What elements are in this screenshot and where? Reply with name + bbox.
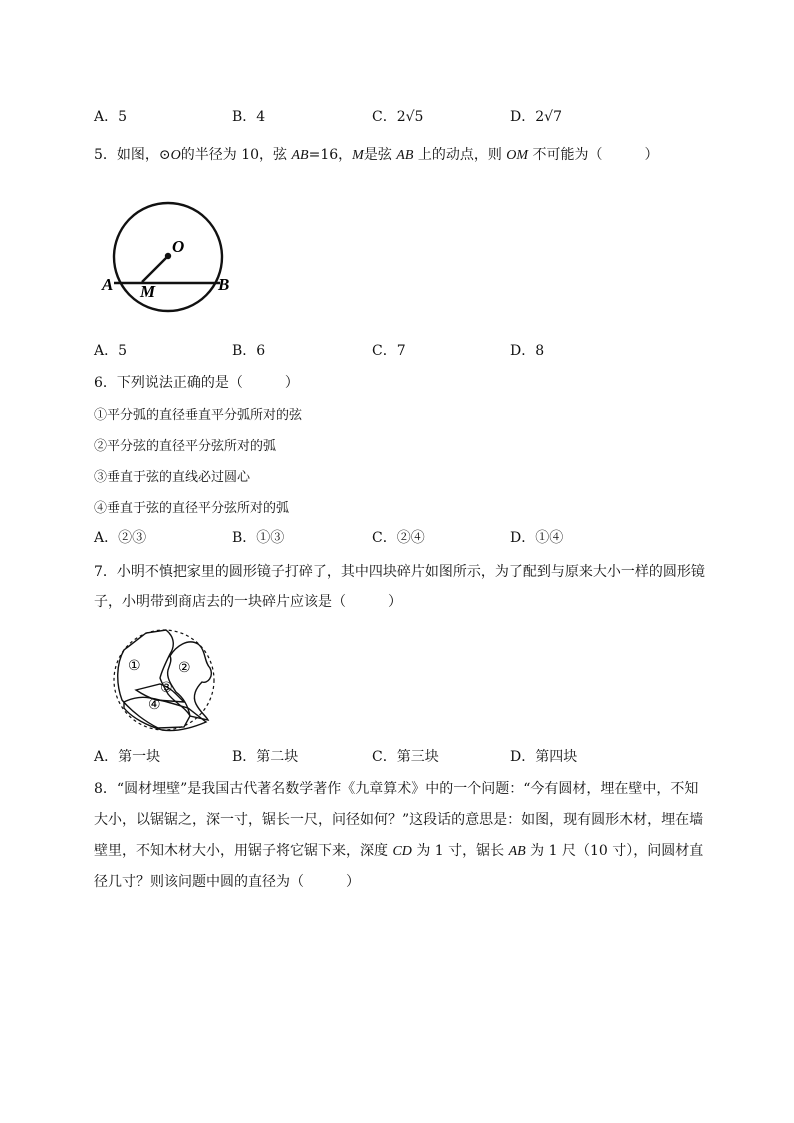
q8-line-3 xyxy=(94,840,703,860)
question-number: 5． xyxy=(94,147,117,163)
option-label: C． xyxy=(372,530,397,546)
q4-option-a xyxy=(94,106,127,126)
option-value: 第一块 xyxy=(118,749,161,765)
q5-option-b xyxy=(232,340,265,360)
q8-line-4: 径几寸？则该问题中圆的直径为（ ） xyxy=(94,874,360,890)
label-m: M xyxy=(140,282,156,301)
option-label: B． xyxy=(232,530,257,546)
option-label: A． xyxy=(94,749,119,765)
q6-statement-4: ④垂直于弦的直径平分弦所对的弧 xyxy=(94,501,290,516)
option-value: 8 xyxy=(535,343,545,359)
option-label: D． xyxy=(510,343,536,359)
fragment-3-label: ③ xyxy=(160,680,173,696)
q4-option-c xyxy=(372,106,423,126)
option-value: 7 xyxy=(396,343,406,359)
stem-text: 下列说法正确的是（ ） xyxy=(116,375,299,391)
symbol-ab: AB xyxy=(508,844,526,859)
option-label: B． xyxy=(232,109,257,125)
q6-option-a xyxy=(94,527,146,547)
option-value: 4 xyxy=(256,109,266,125)
option-label: D． xyxy=(510,749,536,765)
option-value: 2√7 xyxy=(535,109,562,125)
option-value: 5 xyxy=(118,109,128,125)
q7-option-a xyxy=(94,746,160,766)
option-label: A． xyxy=(94,109,119,125)
q4-option-d xyxy=(510,106,562,126)
q6-stem xyxy=(94,372,299,392)
fragment-4-label: ④ xyxy=(148,697,161,713)
option-value: 第三块 xyxy=(396,749,439,765)
question-number: 6． xyxy=(94,375,117,391)
label-b: B xyxy=(218,275,230,294)
q5-option-a xyxy=(94,340,127,360)
stem-text: 为 1 寸，锯长 xyxy=(411,843,509,859)
q6-option-d xyxy=(510,527,563,547)
q5-option-c xyxy=(372,340,406,360)
q7-mirror-figure xyxy=(110,624,220,736)
option-label: D． xyxy=(510,530,536,546)
q6-option-c xyxy=(372,527,425,547)
stem-text: “圆材埋壁”是我国古代著名数学著作《九章算术》中的一个问题：“今有圆材，埋在壁中，不知 xyxy=(116,781,699,797)
q7-stem-line-1 xyxy=(94,561,705,581)
option-label: A． xyxy=(94,530,119,546)
option-label: B． xyxy=(232,343,257,359)
symbol-om: OM xyxy=(506,148,529,163)
q5-stem xyxy=(94,144,659,164)
option-value: 6 xyxy=(256,343,266,359)
question-number: 7． xyxy=(94,564,117,580)
fragment-2-label: ② xyxy=(178,660,191,676)
symbol-cd: CD xyxy=(392,844,412,859)
segment-om xyxy=(142,256,168,282)
q4-option-b xyxy=(232,106,265,126)
option-label: D． xyxy=(510,109,536,125)
stem-text: 为 1 尺（10 寸），问圆材直 xyxy=(525,843,704,859)
label-a: A xyxy=(102,275,114,294)
option-value: 5 xyxy=(118,343,128,359)
q5-option-d xyxy=(510,340,544,360)
option-label: A． xyxy=(94,343,119,359)
stem-text: 的半径为 10，弦 xyxy=(180,147,292,163)
fragment-1-label: ① xyxy=(128,658,141,674)
symbol-ab: AB xyxy=(291,148,309,163)
option-value: ①④ xyxy=(535,530,564,546)
option-label: B． xyxy=(232,749,257,765)
option-label: C． xyxy=(372,109,397,125)
option-label: C． xyxy=(372,343,397,359)
q5-circle-figure xyxy=(96,200,246,312)
option-value: 2√5 xyxy=(396,109,424,125)
q6-option-b xyxy=(232,527,284,547)
option-value: 第四块 xyxy=(535,749,578,765)
question-number: 8． xyxy=(94,781,117,797)
q6-statement-1: ①平分弧的直径垂直平分弧所对的弦 xyxy=(94,408,303,423)
q6-statement-3: ③垂直于弦的直线必过圆心 xyxy=(94,470,251,485)
symbol-ab: AB xyxy=(396,148,414,163)
stem-text: 壁里，不知木材大小，用锯子将它锯下来，深度 xyxy=(94,843,393,859)
symbol-o: O xyxy=(170,148,181,163)
label-o: O xyxy=(172,237,185,256)
option-value: ①③ xyxy=(256,530,285,546)
q7-option-d xyxy=(510,746,577,766)
stem-text: 小明不慎把家里的圆形镜子打碎了，其中四块碎片如图所示，为了配到与原来大小一样的圆形镜 xyxy=(116,564,705,580)
stem-text: 不可能为（ ） xyxy=(528,147,659,163)
stem-text: =16， xyxy=(308,147,353,163)
q7-option-c xyxy=(372,746,439,766)
option-label: C． xyxy=(372,749,397,765)
q7-option-b xyxy=(232,746,298,766)
center-point xyxy=(165,253,171,259)
option-value: 第二块 xyxy=(256,749,299,765)
stem-text: 如图，⊙ xyxy=(116,147,171,163)
option-value: ②④ xyxy=(396,530,425,546)
q6-statement-2: ②平分弦的直径平分弦所对的弧 xyxy=(94,439,277,454)
option-value: ②③ xyxy=(118,530,147,546)
q7-stem-line-2: 子，小明带到商店去的一块碎片应该是（ ） xyxy=(94,594,402,610)
stem-text: 是弦 xyxy=(363,147,397,163)
stem-text: 上的动点，则 xyxy=(413,147,507,163)
symbol-m: M xyxy=(352,148,364,163)
q8-line-2: 大小，以锯锯之，深一寸，锯长一尺，问径如何？”这段话的意思是：如图，现有圆形木材，埋在墙 xyxy=(94,812,704,828)
q8-line-1 xyxy=(94,778,698,798)
